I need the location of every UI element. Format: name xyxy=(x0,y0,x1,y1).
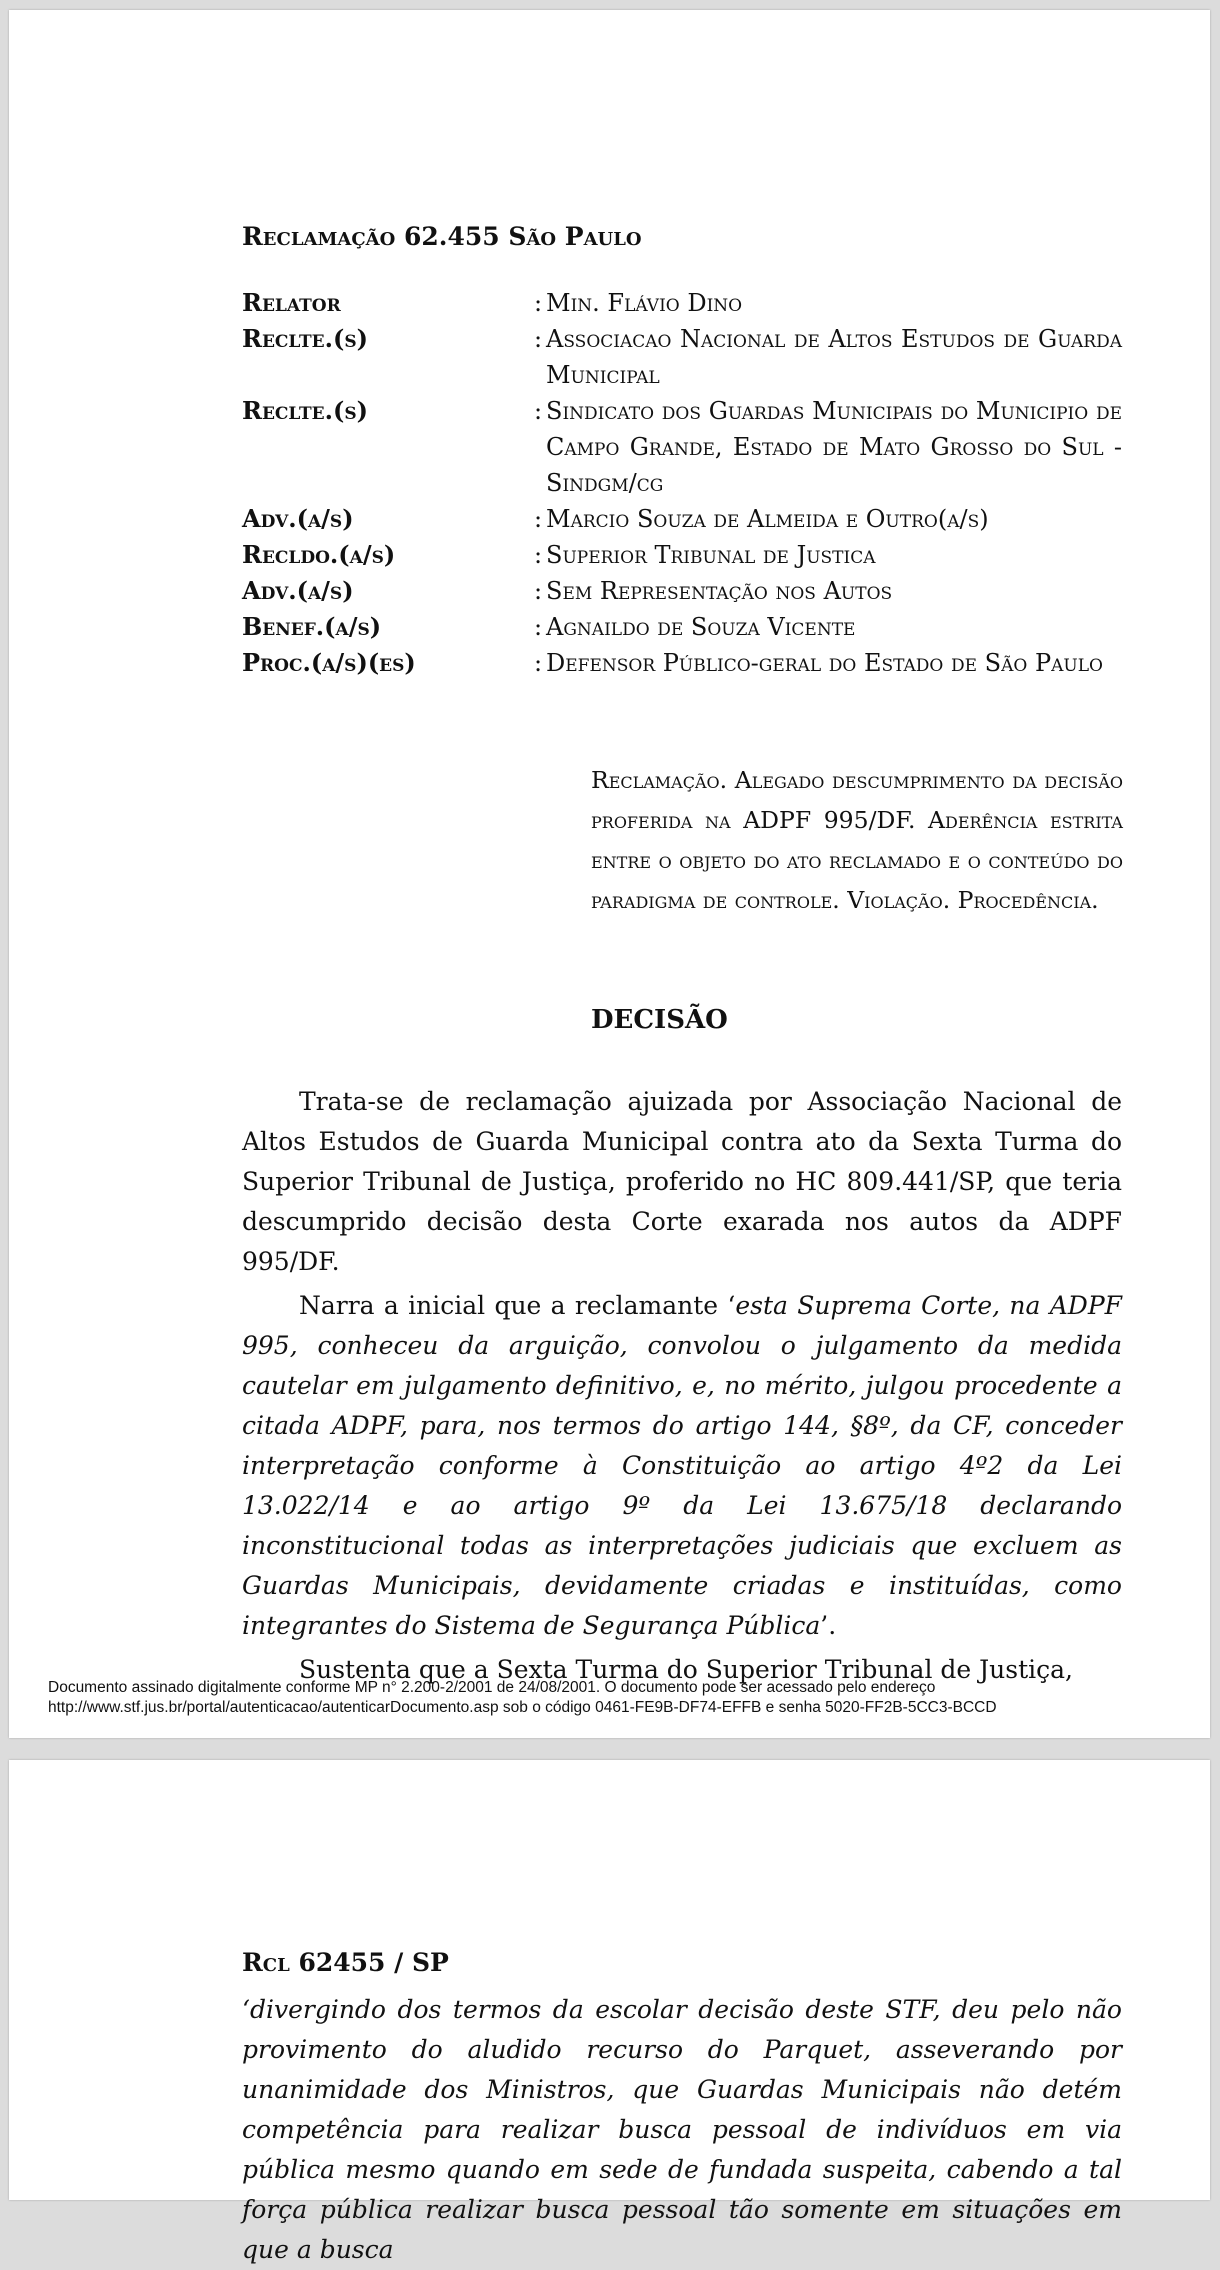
party-value: Sindicato dos Guardas Municipais do Municipio de Campo Grande, Estado de Mato Grosso do Sul - Sindgm/cg xyxy=(546,397,1122,497)
party-row: Recldo.(a/s) : Superior Tribunal de Justica xyxy=(242,537,1122,573)
case-title: Reclamação 62.455 São Paulo xyxy=(242,222,642,251)
party-row: Reclte.(s) : Sindicato dos Guardas Municipais do Municipio de Campo Grande, Estado de Mato Grosso do Sul - Sindgm/cg xyxy=(242,393,1122,501)
party-row: Relator : Min. Flávio Dino xyxy=(242,285,1122,321)
party-label: Relator xyxy=(242,288,341,317)
party-row: Proc.(a/s)(es) : Defensor Público-geral do Estado de São Paulo xyxy=(242,645,1122,681)
paragraph: Trata-se de reclamação ajuizada por Associação Nacional de Altos Estudos de Guarda Municipal contra ato da Sexta Turma do Superior Tribunal de Justiça, proferido no HC 809.441/SP, que teria descumprido decisão desta Corte exarada nos autos da ADPF 995/DF. xyxy=(242,1087,1122,1276)
footer-line: Documento assinado digitalmente conforme MP n° 2.200-2/2001 de 24/08/2001. O documento pode ser acessado pelo endereço xyxy=(48,1679,936,1696)
footer-line: http://www.stf.jus.br/portal/autenticacao/autenticarDocumento.asp sob o código 0461-FE9B-DF74-EFFB e senha 5020-FF2B-5CC3-BCCD xyxy=(48,1699,997,1716)
party-label: Adv.(a/s) xyxy=(242,576,354,605)
party-label: Reclte.(s) xyxy=(242,324,368,353)
ementa-summary: Reclamação. Alegado descumprimento da decisão proferida na ADPF 995/DF. Aderência estrita entre o objeto do ato reclamado e o conteúdo do paradigma de controle. Violação. Procedência. xyxy=(591,766,1123,914)
party-value: Defensor Público-geral do Estado de São Paulo xyxy=(546,649,1103,677)
party-row: Benef.(a/s) : Agnaildo de Souza Vicente xyxy=(242,609,1122,645)
party-value: Associacao Nacional de Altos Estudos de Guarda Municipal xyxy=(546,325,1122,389)
party-value: Marcio Souza de Almeida e Outro(a/s) xyxy=(546,505,989,533)
party-label: Recldo.(a/s) xyxy=(242,540,396,569)
party-value: Superior Tribunal de Justica xyxy=(546,541,876,569)
digital-signature-footer xyxy=(48,1678,1188,1718)
party-value: Sem Representação nos Autos xyxy=(546,577,893,605)
document-page-1 xyxy=(9,10,1210,1738)
paragraph: Sustenta que a Sexta Turma do Superior Tribunal de Justiça, xyxy=(299,1655,1073,1684)
party-label: Reclte.(s) xyxy=(242,396,368,425)
party-row: Adv.(a/s) : Sem Representação nos Autos xyxy=(242,573,1122,609)
party-label: Adv.(a/s) xyxy=(242,504,354,533)
party-row: Adv.(a/s) : Marcio Souza de Almeida e Outro(a/s) xyxy=(242,501,1122,537)
paragraph: Narra a inicial que a reclamante ‘esta Suprema Corte, na ADPF 995, conheceu da arguição, convolou o julgamento da medida cautelar em julgamento definitivo, e, no mérito, julgou procedente a citada ADPF, para, nos termos do artigo 144, §8º, da CF, conceder interpretação conforme à Constituição ao artigo 4º2 da Lei 13.022/14 e ao artigo 9º da Lei 13.675/18 declarando inconstitucional todas as interpretações judiciais que excluem as Guardas Municipais, devidamente criadas e instituídas, como integrantes do Sistema de Segurança Pública’. xyxy=(242,1291,1122,1640)
party-value: Agnaildo de Souza Vicente xyxy=(546,613,856,641)
parties-list xyxy=(242,285,1122,681)
quoted-text: esta Suprema Corte, na ADPF 995, conheceu da arguição, convolou o julgamento da medida cautelar em julgamento definitivo, e, no mérito, julgou procedente a citada ADPF, para, nos termos do artigo 144, §8º, da CF, conceder interpretação conforme à Constituição ao artigo 4º2 da Lei 13.022/14 e ao artigo 9º da Lei 13.675/18 declarando inconstitucional todas as interpretações judiciais que excluem as Guardas Municipais, devidamente criadas e instituídas, como integrantes do Sistema de Segurança Pública xyxy=(242,1291,1122,1640)
page-header: Rcl 62455 / SP xyxy=(242,1948,449,1977)
party-row: Reclte.(s) : Associacao Nacional de Altos Estudos de Guarda Municipal xyxy=(242,321,1122,393)
quoted-paragraph: ‘divergindo dos termos da escolar decisão deste STF, deu pelo não provimento do aludido recurso do Parquet, asseverando por unanimidade dos Ministros, que Guardas Municipais não detém competência para realizar busca pessoal de indivíduos em via pública mesmo quando em sede de fundada suspeita, cabendo a tal força pública realizar busca pessoal tão somente em situações em que a busca xyxy=(242,1995,1122,2264)
party-value: Min. Flávio Dino xyxy=(546,289,743,317)
decision-body xyxy=(242,1082,1122,1694)
party-label: Benef.(a/s) xyxy=(242,612,382,641)
document-page-2 xyxy=(9,1760,1210,2264)
party-label: Proc.(a/s)(es) xyxy=(242,648,416,677)
decision-heading: DECISÃO xyxy=(591,1005,728,1035)
